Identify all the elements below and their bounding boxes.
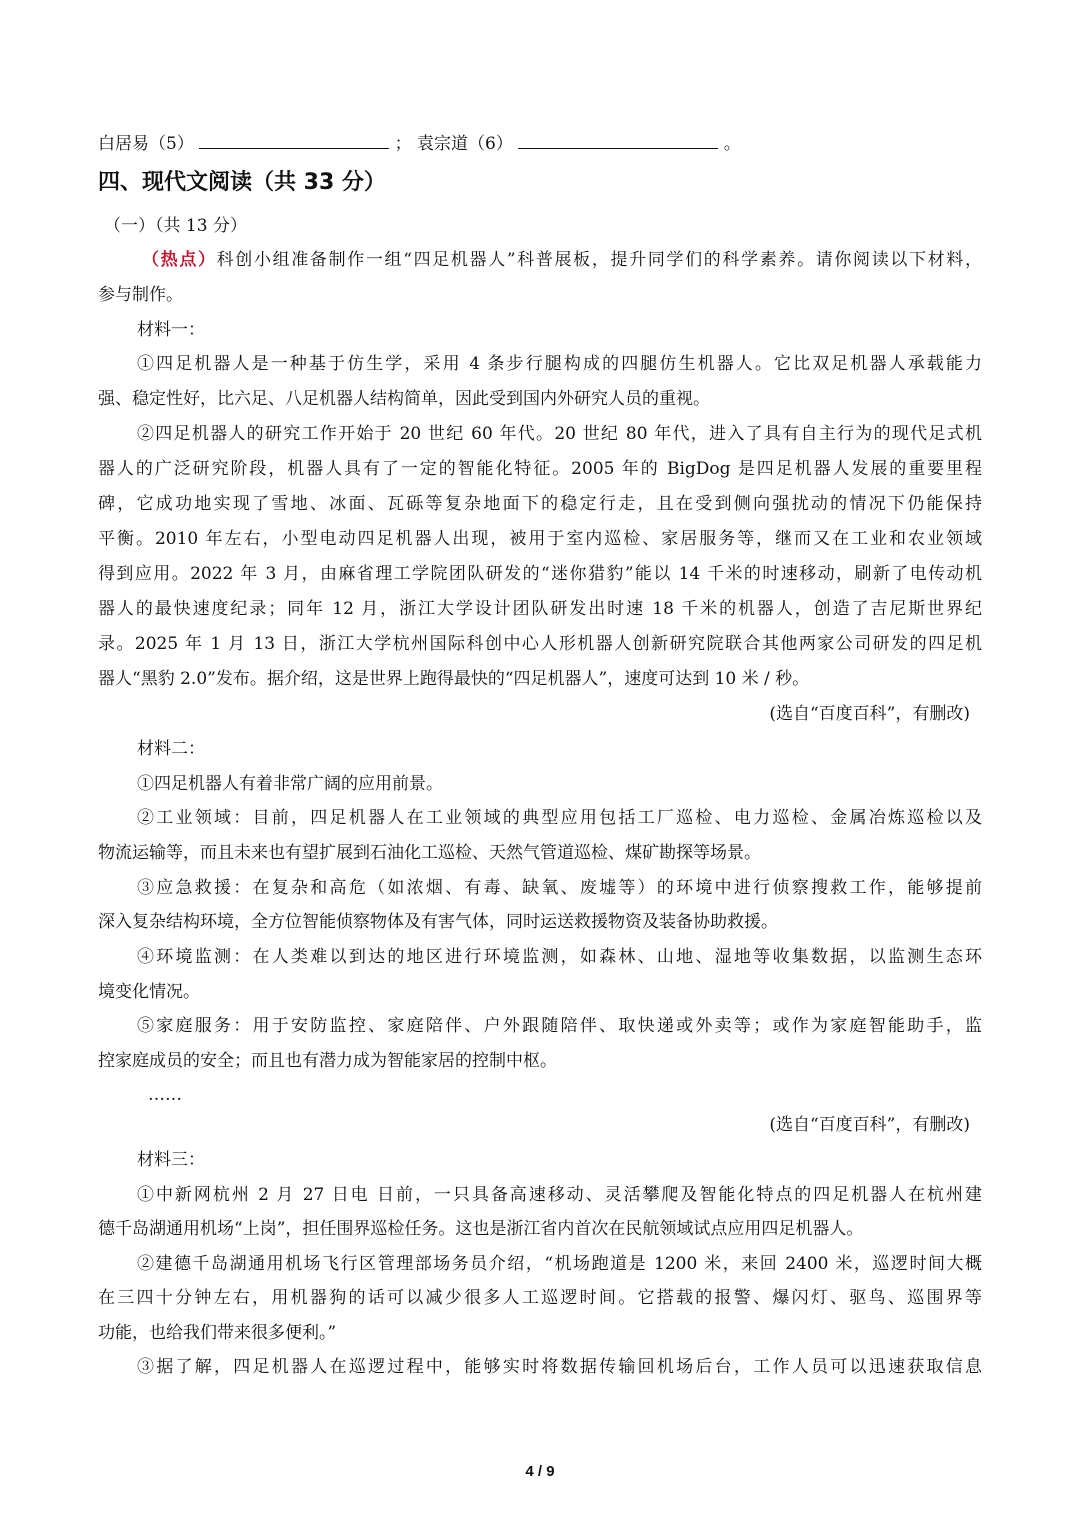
hot-topic-tag: （热点）: [142, 250, 217, 270]
m1-p2-line: ②四足机器人的研究工作开始于 20 世纪 60 年代。20 世纪 80 年代，进入了具有自主行为的现代足式机: [137, 424, 982, 444]
fill-in-line: [98, 130, 982, 156]
m2-p4-line: ④环境监测：在人类难以到达的地区进行环境监测，如森林、山地、湿地等收集数据，以监测生态环: [137, 947, 982, 967]
m2-p3-line: ③应急救援：在复杂和高危（如浓烟、有毒、缺氧、废墟等）的环境中进行侦察搜救工作，能够提前: [137, 878, 982, 898]
section-title: 四、现代文阅读（共 33 分）: [98, 170, 386, 195]
sub-title: （一）（共 13 分）: [104, 216, 247, 236]
m1-p2-line: 得到应用。2022 年 3 月，由麻省理工学院团队研发的“迷你猎豹”能以 14 千米的时速移动，刷新了电传动机: [98, 564, 982, 584]
intro-line-1: [142, 248, 982, 272]
m1-p1-line: 强、稳定性好，比六足、八足机器人结构简单，因此受到国内外研究人员的重视。: [98, 389, 710, 409]
m3-p1-line: ①中新网杭州 2 月 27 日电 日前，一只具备高速移动、灵活攀爬及智能化特点的四足机器人在杭州建: [137, 1185, 982, 1205]
material-1-title: 材料一：: [137, 320, 205, 340]
m2-source: (选自“百度百科”，有删改): [769, 1115, 970, 1135]
fill-end: 。: [723, 134, 741, 154]
answer-blank-5[interactable]: [199, 130, 389, 149]
page-number: 4 / 9: [525, 1463, 555, 1480]
m3-p1-line: 德千岛湖通用机场“上岗”，担任围界巡检任务。这也是浙江省内首次在民航领域试点应用四足机器人。: [98, 1219, 864, 1239]
m1-source: (选自“百度百科”，有删改): [769, 704, 970, 724]
m2-p5-line: 控家庭成员的安全；而且也有潜力成为智能家居的控制中枢。: [98, 1051, 557, 1071]
intro-line-2: 参与制作。: [98, 285, 183, 305]
m3-p2-line: 功能，也给我们带来很多便利。”: [98, 1323, 337, 1343]
intro-text: 科创小组准备制作一组“四足机器人”科普展板，提升同学们的科学素养。请你阅读以下材料，: [216, 250, 982, 270]
m2-p1-line: ①四足机器人有着非常广阔的应用前景。: [137, 774, 443, 794]
m2-p3-line: 深入复杂结构环境，全方位智能侦察物体及有害气体，同时运送救援物资及装备协助救援。: [98, 912, 778, 932]
m2-p4-line: 境变化情况。: [98, 982, 200, 1002]
m3-p2-line: ②建德千岛湖通用机场飞行区管理部场务员介绍，“机场跑道是 1200 米，来回 2400 米，巡逻时间大概: [137, 1254, 982, 1274]
m1-p2-line: 录。2025 年 1 月 13 日，浙江大学杭州国际科创中心人形机器人创新研究院联合其他两家公司研发的四足机: [98, 634, 982, 654]
m1-p2-line: 碑，它成功地实现了雪地、冰面、瓦砾等复杂地面下的稳定行走，且在受到侧向强扰动的情况下仍能保持: [98, 494, 982, 514]
m1-p2-line: 器人“黑豹 2.0”发布。据介绍，这是世界上跑得最快的“四足机器人”，速度可达到 10 米 / 秒。: [98, 669, 810, 689]
fill-label-5: 白居易（5）: [98, 134, 194, 154]
m1-p1-line: ①四足机器人是一种基于仿生学，采用 4 条步行腿构成的四腿仿生机器人。它比双足机器人承载能力: [137, 354, 982, 374]
m1-p2-line: 器人的广泛研究阶段，机器人具有了一定的智能化特征。2005 年的 BigDog 是四足机器人发展的重要里程: [98, 459, 982, 479]
material-2-title: 材料二：: [137, 739, 205, 759]
m2-p2-line: ②工业领域：目前，四足机器人在工业领域的典型应用包括工厂巡检、电力巡检、金属冶炼巡检以及: [137, 808, 982, 828]
m3-p3-line: ③据了解，四足机器人在巡逻过程中，能够实时将数据传输回机场后台，工作人员可以迅速获取信息: [137, 1357, 982, 1377]
fill-separator: ；: [394, 134, 412, 154]
m2-p2-line: 物流运输等，而且未来也有望扩展到石油化工巡检、天然气管道巡检、煤矿勘探等场景。: [98, 843, 761, 863]
material-3-title: 材料三：: [137, 1150, 205, 1170]
fill-label-6: 袁宗道（6）: [417, 134, 513, 154]
m3-p2-line: 在三四十分钟左右，用机器狗的话可以减少很多人工巡逻时间。它搭载的报警、爆闪灯、驱鸟、巡围界等: [98, 1288, 982, 1308]
m2-p5-line: ⑤家庭服务：用于安防监控、家庭陪伴、户外跟随陪伴、取快递或外卖等；或作为家庭智能助手，监: [137, 1016, 982, 1036]
m2-ellipsis: ……: [148, 1085, 182, 1105]
answer-blank-6[interactable]: [518, 130, 718, 149]
m1-p2-line: 平衡。2010 年左右，小型电动四足机器人出现，被用于室内巡检、家居服务等，继而又在工业和农业领域: [98, 529, 982, 549]
m1-p2-line: 器人的最快速度纪录；同年 12 月，浙江大学设计团队研发出时速 18 千米的机器人，创造了吉尼斯世界纪: [98, 599, 982, 619]
